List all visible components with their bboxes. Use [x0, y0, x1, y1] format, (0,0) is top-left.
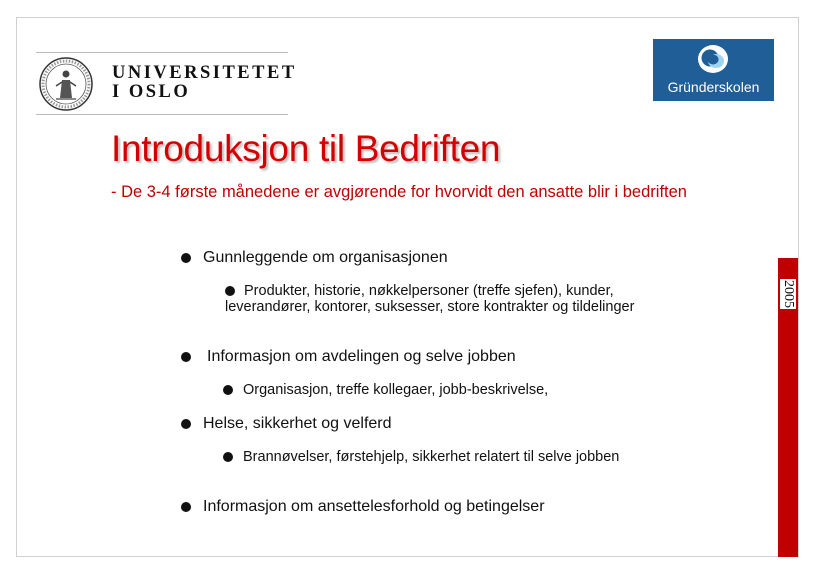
university-name-line2: I OSLO	[112, 82, 191, 102]
university-of-oslo-logo	[36, 52, 297, 115]
bullet-icon	[225, 286, 235, 296]
sub-bullet-text: Organisasjon, treffe kollegaer, jobb-beskrivelse,	[243, 382, 549, 398]
sub-bullet-text: Brannøvelser, førstehjelp, sikkerhet relatert til selve jobben	[243, 449, 620, 465]
bullet-icon	[181, 502, 191, 512]
grunderskolen-name: Gründerskolen	[667, 79, 760, 95]
bullet-text: Gunnleggende om organisasjonen	[203, 249, 448, 266]
bullet-item	[203, 249, 448, 267]
logo-bottom-rule	[36, 114, 288, 115]
bullet-item	[203, 498, 545, 516]
year-text: 2005	[781, 280, 796, 308]
university-name-line1: UNIVERSITETET	[112, 63, 297, 83]
sub-bullet-item	[225, 283, 687, 315]
bullet-text: Helse, sikkerhet og velferd	[203, 415, 392, 432]
bullet-text: Informasjon om avdelingen og selve jobben	[207, 348, 516, 365]
university-name	[112, 64, 297, 102]
year-label	[777, 278, 799, 310]
bullet-text: Informasjon om ansettelesforhold og betingelser	[203, 498, 545, 515]
logo-top-rule	[36, 52, 288, 53]
university-seal-icon	[38, 56, 94, 112]
slide-title: Introduksjon til Bedriften	[111, 128, 501, 169]
bullet-item	[207, 348, 516, 366]
bullet-icon	[181, 352, 191, 362]
bullet-icon	[181, 253, 191, 263]
slide-subtitle: - De 3-4 første månedene er avgjørende for hvorvidt den ansatte blir i bedriften	[111, 183, 687, 201]
grunderskolen-logo	[653, 39, 774, 101]
sub-bullet-item	[243, 449, 643, 465]
bullet-icon	[223, 452, 233, 462]
sub-bullet-item	[243, 382, 548, 398]
bullet-icon	[223, 385, 233, 395]
sub-bullet-text: Produkter, historie, nøkkelpersoner (treffe sjefen), kunder, leverandører, kontorer, suksesser, store kontrakter og tildelinger	[225, 283, 635, 315]
bullet-item	[203, 415, 392, 433]
bullet-icon	[181, 419, 191, 429]
